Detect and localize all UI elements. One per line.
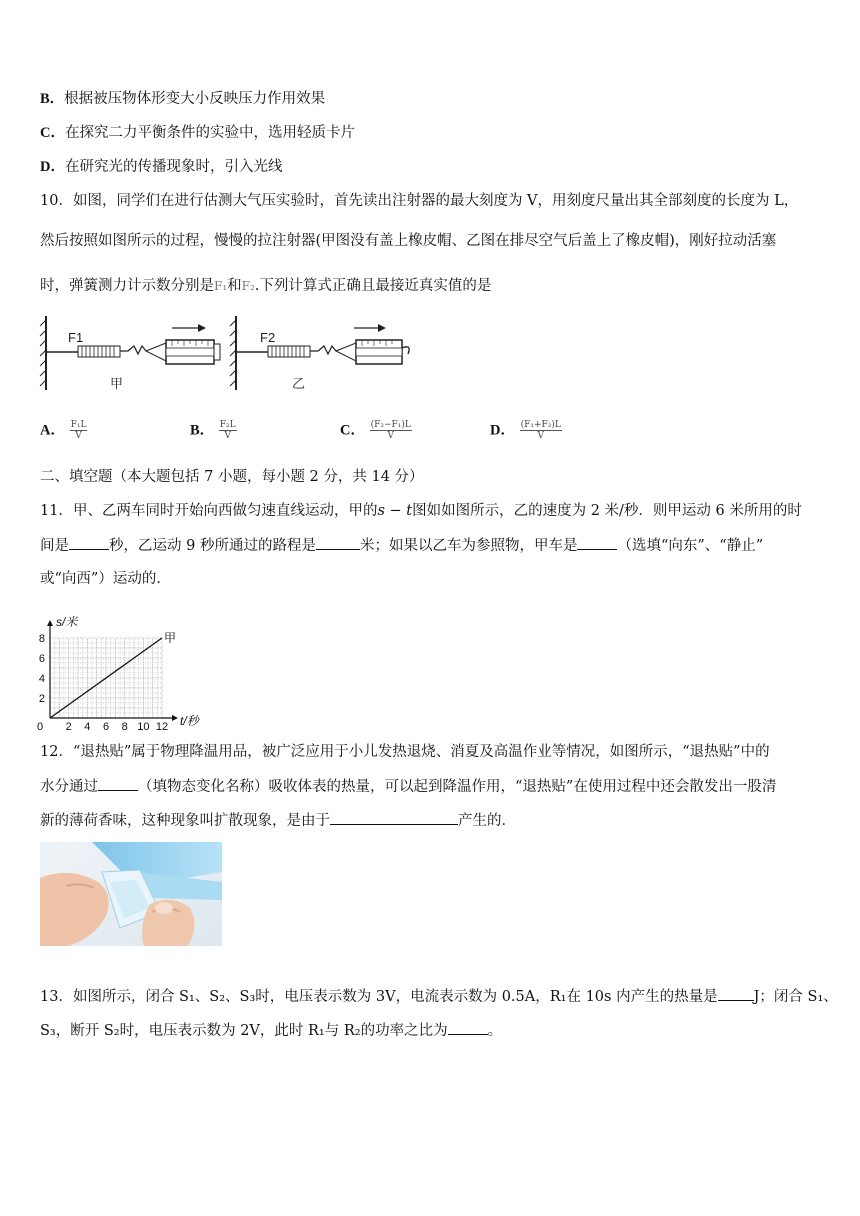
answer-blank[interactable] bbox=[69, 535, 109, 550]
q10-stem-line3: 时，弹簧测力计示数分别是F₁和F₂.下列计算式正确且最接近真实值的是 bbox=[40, 278, 492, 294]
fraction: $\frac{\text{(F₁+F₂)L}}{V}$ bbox=[520, 420, 561, 441]
q11-stem-line3: 或“向西”）运动的． bbox=[40, 571, 171, 587]
q10-option-b: B． $\frac{\text{F₂L}}{V}$ bbox=[190, 420, 236, 441]
y-tick-label: 6 bbox=[38, 653, 45, 665]
y-tick-label: 8 bbox=[38, 633, 45, 645]
fraction: $\frac{\text{(F₂−F₁)L}}{V}$ bbox=[370, 420, 411, 441]
s-t-chart bbox=[34, 600, 209, 732]
x-tick-label: 6 bbox=[102, 721, 110, 732]
arrow-right-icon bbox=[172, 324, 206, 332]
q11-stem-line1: 11．甲、乙两车同时开始向西做匀速直线运动，甲的s − t图如如图所示，乙的速度为 2 米/秒．则甲运动 6 米所用的时 bbox=[40, 503, 802, 519]
answer-blank[interactable] bbox=[98, 776, 138, 791]
answer-blank[interactable] bbox=[718, 986, 754, 1001]
q13-stem-line2: S₃，断开 S₂时，电压表示数为 2V，此时 R₁与 R₂的功率之比为 。 bbox=[40, 1020, 502, 1041]
spring-scale-right bbox=[236, 346, 336, 357]
answer-blank[interactable] bbox=[448, 1020, 488, 1035]
x-tick-label: 10 bbox=[137, 721, 150, 732]
q13-stem-line1: 13．如图所示，闭合 S₁、S₂、S₃时，电压表示数为 3V，电流表示数为 0.5A，R₁在 10s 内产生的热量是 J；闭合 S₁、 bbox=[40, 986, 838, 1007]
q12-stem-line3: 新的薄荷香味，这种现象叫扩散现象，是由于 产生的． bbox=[40, 810, 516, 831]
arrow-right-icon bbox=[354, 324, 386, 332]
syringe-experiment-figure bbox=[38, 310, 413, 392]
y-tick-label: 4 bbox=[38, 673, 45, 685]
x-tick-label: 12 bbox=[155, 721, 169, 732]
answer-blank[interactable] bbox=[330, 810, 458, 825]
x-tick-label: 0 bbox=[36, 721, 44, 732]
spring-scale-left bbox=[46, 346, 146, 357]
syringe-left bbox=[146, 340, 220, 364]
fraction: $\frac{\text{F₁L}}{V}$ bbox=[70, 420, 87, 441]
q10-stem-line2: 然后按照如图所示的过程，慢慢的拉注射器(甲图没有盖上橡皮帽、乙图在排尽空气后盖上了橡皮帽)，刚好拉动活塞 bbox=[40, 233, 777, 249]
y-tick-label: 2 bbox=[38, 693, 45, 705]
q11-stem-line2: 间是 秒，乙运动 9 秒所通过的路程是 米；如果以乙车为参照物，甲车是 （选填“向东”、“静止” bbox=[40, 535, 763, 556]
q12-stem-line1: 12．“退热贴”属于物理降温用品，被广泛应用于小儿发热退烧、消夏及高温作业等情况，如图所示，“退热贴”中的 bbox=[40, 744, 770, 760]
answer-blank[interactable] bbox=[316, 535, 360, 550]
q9-option-b: B．根据被压物体形变大小反映压力作用效果 bbox=[40, 91, 326, 107]
q9-option-d: D．在研究光的传播现象时，引入光线 bbox=[40, 159, 283, 175]
q10-option-d: D． $\frac{\text{(F₁+F₂)L}}{V}$ bbox=[490, 420, 561, 441]
x-tick-label: 8 bbox=[121, 721, 128, 732]
q10-stem-line1: 10．如图，同学们在进行估测大气压实验时，首先读出注射器的最大刻度为 V，用刻度尺量出其全部刻度的长度为 L， bbox=[40, 193, 799, 209]
wall-right bbox=[230, 316, 236, 390]
figure-label-right: 乙 bbox=[292, 376, 306, 391]
x-tick-label: 2 bbox=[65, 721, 72, 732]
x-axis-arrow bbox=[172, 715, 178, 721]
figure-force-right: F2 bbox=[260, 330, 276, 345]
y-axis-label: s/米 bbox=[56, 615, 78, 629]
answer-blank[interactable] bbox=[577, 535, 617, 550]
q10-option-c: C． $\frac{\text{(F₂−F₁)L}}{V}$ bbox=[340, 420, 411, 441]
q9-option-c: C．在探究二力平衡条件的实验中，选用轻质卡片 bbox=[40, 125, 355, 141]
x-tick-label: 4 bbox=[84, 721, 91, 732]
figure-force-left: F1 bbox=[68, 330, 84, 345]
series-label: 甲 bbox=[164, 631, 177, 645]
x-axis-label: t/秒 bbox=[180, 714, 199, 728]
fraction: $\frac{\text{F₂L}}{V}$ bbox=[219, 420, 236, 441]
q12-stem-line2: 水分通过 （填物态变化名称）吸收体表的热量，可以起到降温作用，“退热贴”在使用过程中还会散发出一股清 bbox=[40, 776, 776, 797]
figure-label-left: 甲 bbox=[110, 376, 124, 391]
wall-left bbox=[40, 316, 46, 390]
q10-option-a: A． $\frac{\text{F₁L}}{V}$ bbox=[40, 420, 87, 441]
y-axis-arrow bbox=[47, 620, 53, 626]
cooling-patch-photo bbox=[40, 842, 222, 946]
section-heading: 二、填空题（本大题包括 7 小题，每小题 2 分，共 14 分） bbox=[40, 469, 424, 485]
syringe-right bbox=[336, 340, 409, 364]
